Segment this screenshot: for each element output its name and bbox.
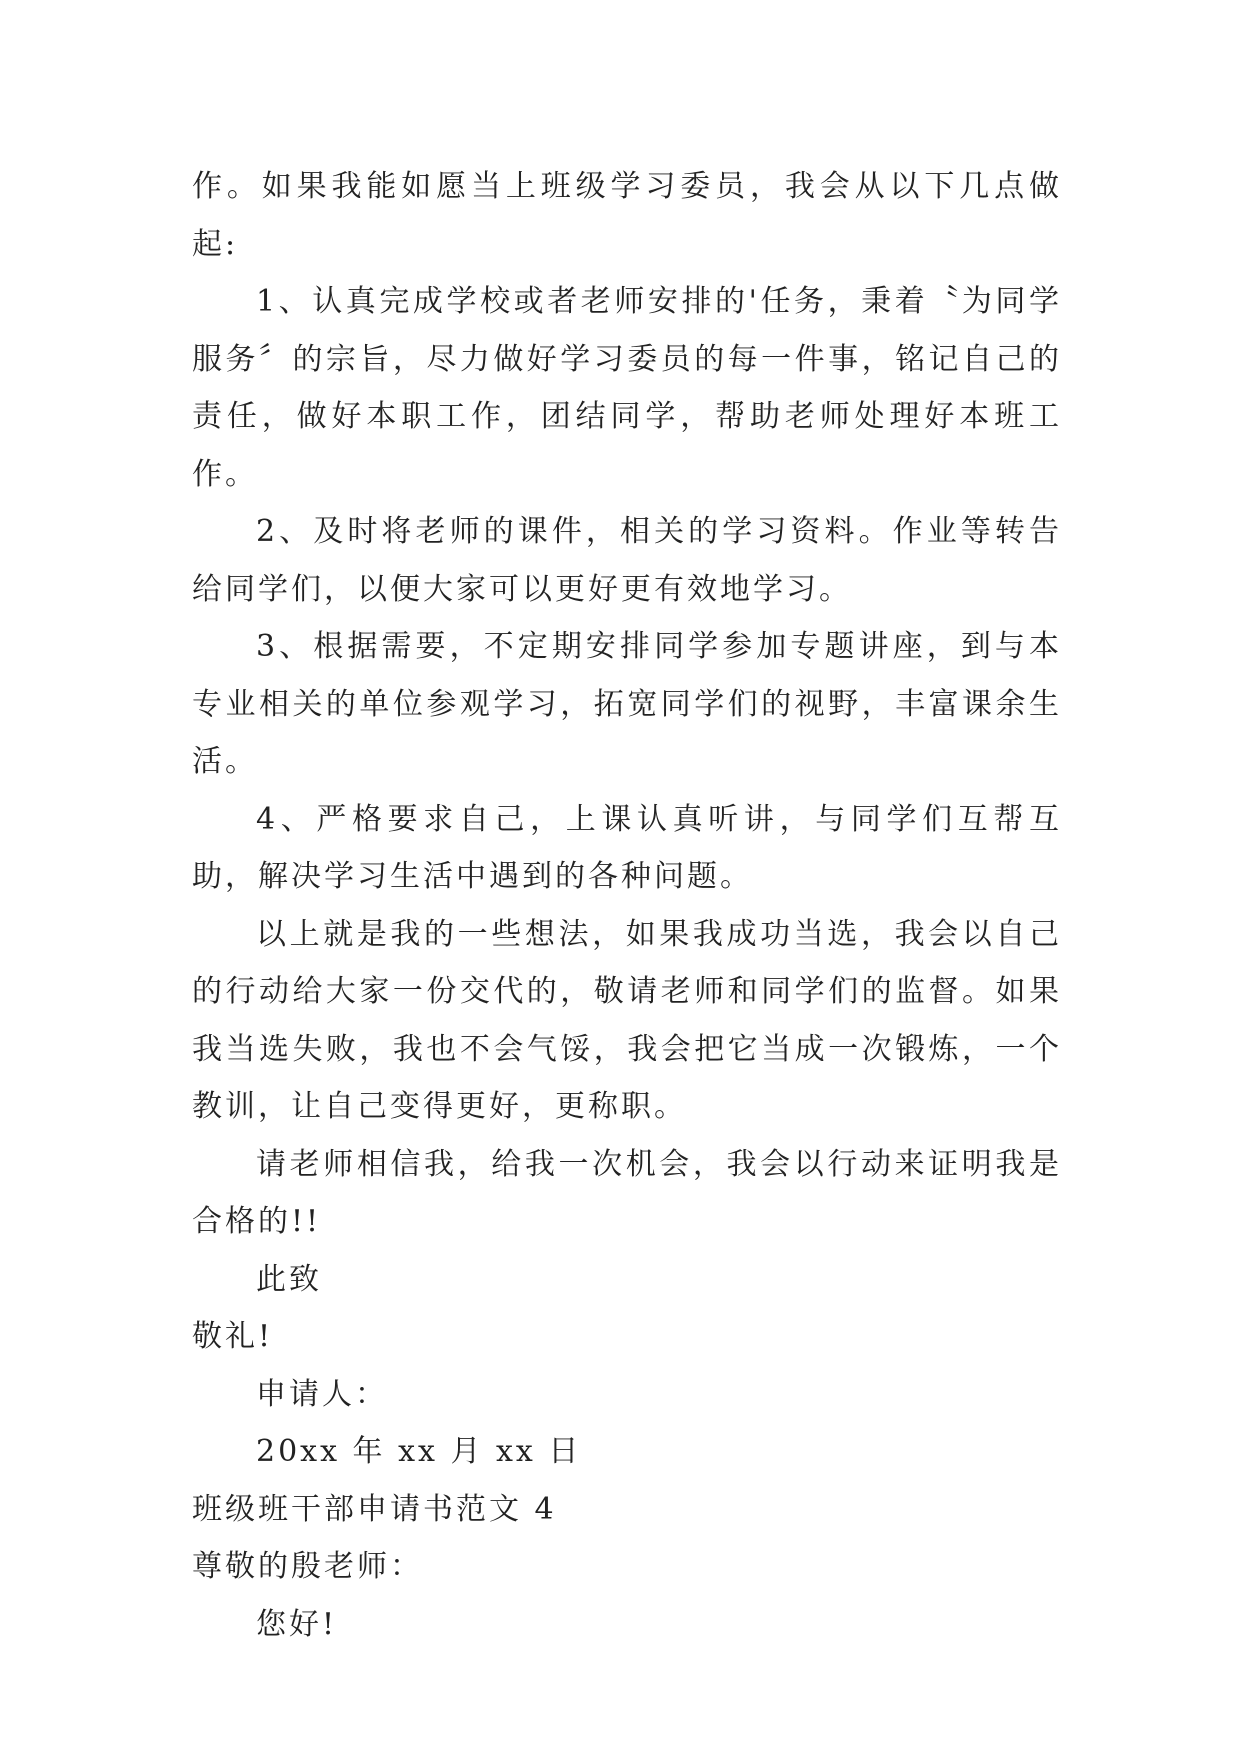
closing-jingli: 敬礼! — [192, 1319, 274, 1354]
paragraph-summary: 以上就是我的一些想法，如果我成功当选，我会以自己的行动给大家一份交代的，敬请老师和同学们的监督。如果我当选失败，我也不会气馁，我会把它当成一次锻炼，一个教训，让自己变得更好，更称职。 — [192, 916, 1062, 1124]
salutation: 尊敬的殷老师： — [192, 1549, 423, 1584]
greeting: 您好! — [256, 1606, 338, 1642]
paragraph-point-3: 3、根据需要，不定期安排同学参加专题讲座，到与本专业相关的单位参观学习，拓宽同学们的视野，丰富课余生活。 — [192, 629, 1062, 779]
paragraph-point-4: 4、严格要求自己，上课认真听讲，与同学们互帮互助，解决学习生活中遇到的各种问题。 — [192, 801, 1062, 894]
date-line: 20xx 年 xx 月 xx 日 — [256, 1434, 582, 1469]
paragraph-intro-continuation: 作。如果我能如愿当上班级学习委员，我会从以下几点做起: — [192, 169, 1062, 262]
paragraph-point-2: 2、及时将老师的课件，相关的学习资料。作业等转告给同学们，以便大家可以更好更有效地学习。 — [192, 514, 1062, 607]
applicant-label: 申请人： — [256, 1376, 388, 1412]
closing-cizhi: 此致 — [256, 1261, 322, 1297]
document-body — [192, 158, 1062, 1653]
paragraph-request: 请老师相信我，给我一次机会，我会以行动来证明我是合格的!! — [192, 1146, 1062, 1239]
paragraph-point-1: 1、认真完成学校或者老师安排的'任务，秉着〝为同学服务〞的宗旨，尽力做好学习委员的每一件事，铭记自己的责任，做好本职工作，团结同学，帮助老师处理好本班工作。 — [192, 284, 1062, 492]
section-title: 班级班干部申请书范文 4 — [192, 1491, 557, 1527]
